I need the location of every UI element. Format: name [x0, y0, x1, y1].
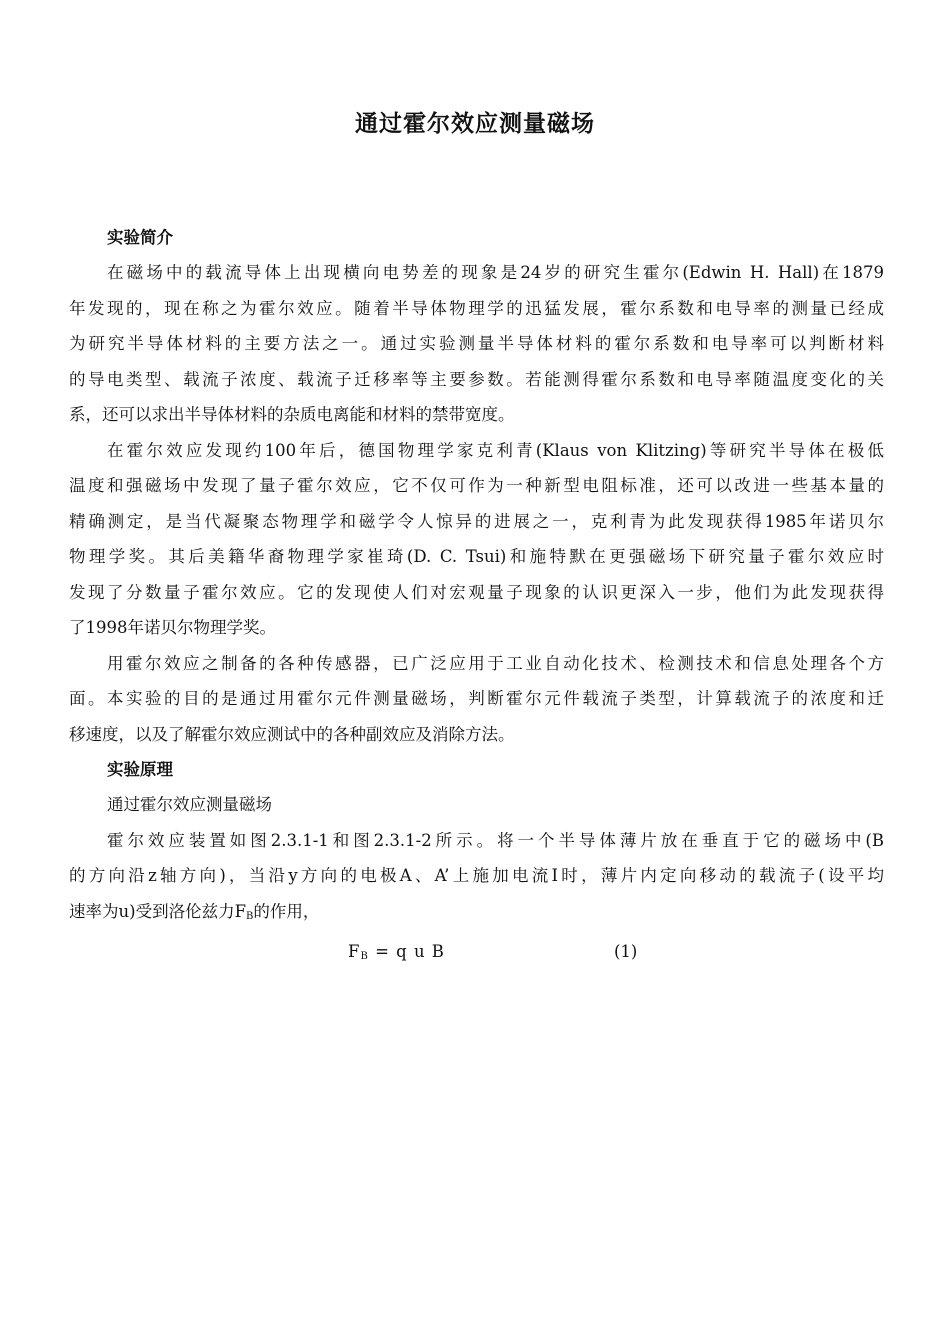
paragraph-intro-2 [69, 433, 884, 646]
text-line: 用霍尔效应之制备的各种传感器，已广泛应用于工业自动化技术、检测技术和信息处理各个方 [107, 653, 884, 673]
text-line: 面。本实验的目的是通过用霍尔元件测量磁场，判断霍尔元件载流子类型，计算载流子的浓度和迁 [69, 689, 884, 708]
paragraph-principle-1 [69, 823, 884, 935]
section-heading-principle: 实验原理 [107, 760, 173, 779]
text-line: 发现了分数量子霍尔效应。它的发现使人们对宏观量子现象的认识更深入一步，他们为此发现获得 [69, 582, 884, 602]
subheading-principle: 通过霍尔效应测量磁场 [107, 795, 272, 814]
text-line: 在磁场中的载流导体上出现横向电势差的现象是24岁的研究生霍尔(Edwin H. Hall)在1879 [107, 263, 884, 282]
document-title: 通过霍尔效应测量磁场 [355, 111, 595, 137]
text-line: 的导电类型、载流子浓度、载流子迁移率等主要参数。若能测得霍尔系数和电导率随温度变化的关 [69, 369, 884, 389]
paragraph-intro-1 [69, 255, 884, 433]
text-line: 温度和强磁场中发现了量子霍尔效应，它不仅可作为一种新型电阻标准，还可以改进一些基本量的 [69, 476, 884, 495]
formula-lhs-subscript: B [360, 951, 369, 962]
subscript-b: B [246, 910, 254, 922]
paragraph-intro-3 [69, 646, 884, 753]
section-heading-intro: 实验简介 [107, 228, 173, 247]
text-line: 在霍尔效应发现约100年后，德国物理学家克利青(Klaus von Klitzing)等研究半导体在极低 [107, 440, 884, 460]
text-segment: 的作用， [253, 901, 320, 921]
formula-lorentz-force [69, 934, 884, 970]
formula-lhs: F [348, 942, 361, 961]
text-segment: 速率为u)受到洛伦兹力F [69, 901, 247, 921]
text-line: 移速度，以及了解霍尔效应测试中的各种副效应及消除方法。 [69, 724, 515, 744]
formula-number: (1) [614, 942, 638, 961]
text-line: 为研究半导体材料的主要方法之一。通过实验测量半导体材料的霍尔系数和电导率可以判断材料 [69, 334, 884, 353]
formula-rhs: = q u B [375, 942, 445, 961]
formula-expression [348, 934, 445, 975]
text-line: 系，还可以求出半导体材料的杂质电离能和材料的禁带宽度。 [69, 405, 515, 424]
text-line [69, 894, 884, 935]
text-line: 霍尔效应装置如图2.3.1-1和图2.3.1-2所示。将一个半导体薄片放在垂直于它的磁场中(B [107, 830, 884, 850]
text-line: 的方向沿z轴方向)，当沿y方向的电极A、A’上施加电流I时，薄片内定向移动的载流子(设平均 [69, 866, 884, 885]
document-body [69, 220, 884, 970]
text-line: 精确测定，是当代凝聚态物理学和磁学令人惊异的进展之一，克利青为此发现获得1985年诺贝尔 [69, 511, 884, 531]
text-line: 年发现的，现在称之为霍尔效应。随着半导体物理学的迅猛发展，霍尔系数和电导率的测量已经成 [69, 298, 884, 318]
text-line: 物理学奖。其后美籍华裔物理学家崔琦(D. C. Tsui)和施特默在更强磁场下研究量子霍尔效应时 [69, 547, 884, 566]
text-line: 了1998年诺贝尔物理学奖。 [69, 618, 276, 637]
